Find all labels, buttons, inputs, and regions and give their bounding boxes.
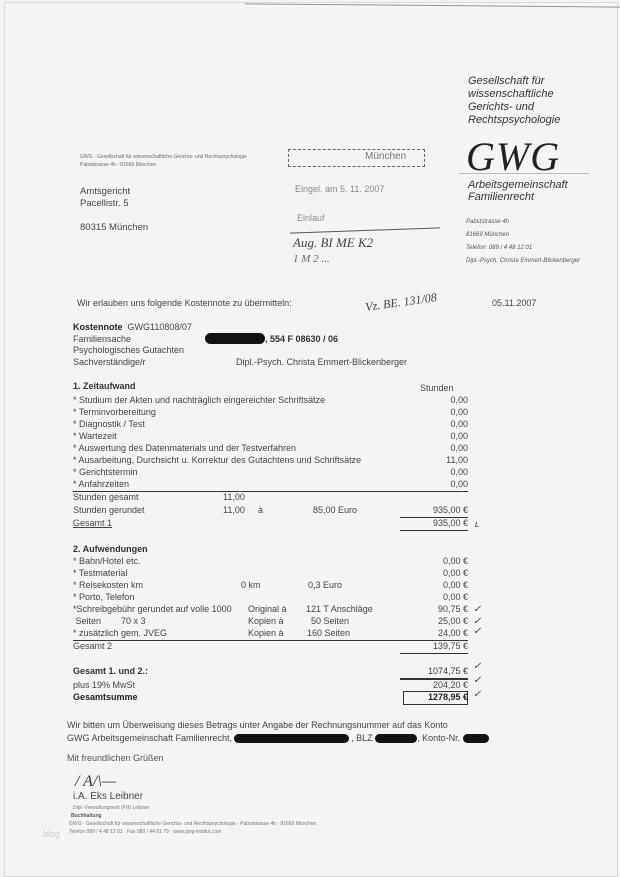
item-value: 0,00 [450, 419, 468, 429]
check-mark-icon: ʟ [475, 519, 480, 530]
table-row [73, 556, 468, 568]
org-line: Gesellschaft für [468, 75, 545, 87]
item-value: 0,00 [450, 407, 468, 417]
item-value: 0,00 [450, 431, 468, 441]
expert-name: Dipl.-Psych. Christa Emmert-Blickenberger [236, 357, 408, 367]
stamp-title: München [365, 151, 407, 162]
table-row [73, 568, 468, 580]
check-mark-icon: ✓ [473, 616, 482, 627]
item-label: * Auswertung des Datenmaterials und der Testverfahren [73, 443, 296, 453]
item-value: 0,00 [450, 467, 468, 477]
check-mark-icon: ✓ [473, 604, 482, 615]
greeting: Mit freundlichen Grüßen [67, 753, 164, 763]
signature: / A/\— [75, 773, 117, 790]
item-value: 0,00 € [442, 592, 468, 602]
item-rate: 50 Seiten [311, 616, 350, 626]
item-label: * Terminvorbereitung [73, 407, 156, 417]
document-page [4, 2, 618, 877]
footer-line: Telefon 089 / 4 48 12 01 · Fax 089 / 44 81 79 · www.gwg-institut.com [69, 829, 222, 835]
dept-line: Familienrecht [468, 191, 535, 203]
item-label: * Gerichtstermin [73, 467, 138, 477]
account-holder: GWG Arbeitsgemeinschaft Familienrecht, [67, 733, 233, 743]
table-row [73, 395, 468, 407]
contact-line: 81669 München [466, 232, 510, 238]
scan-artifact [245, 3, 620, 11]
item-rate: 160 Seiten [307, 628, 351, 638]
item-label: * Testmaterial [73, 568, 128, 578]
invoice-number: GWG110808/07 [127, 322, 192, 332]
item-qty: Kopien à [248, 616, 284, 626]
table-row [73, 467, 468, 479]
sender-text: GWG · Gesellschaft für wissenschaftliche Gerichts- und Rechtspsychologie [80, 154, 247, 160]
redaction [375, 734, 417, 743]
sum-value: 1074,75 € [427, 666, 468, 676]
item-rate: 0,3 Euro [308, 580, 343, 590]
sender-text: Pabststrasse 4h · 81669 München [80, 162, 157, 168]
item-value: 0,00 € [442, 580, 468, 590]
hours-header: Stunden [420, 383, 454, 393]
item-value: 0,00 € [442, 556, 468, 566]
item-qty: 0 km [241, 580, 261, 590]
section1-title: 1. Zeitaufwand [73, 381, 136, 391]
case-number: , 554 F 08630 / 06 [265, 334, 339, 344]
contact-block [466, 216, 580, 268]
case-label: Familiensache [73, 333, 132, 344]
dept-line: Arbeitsgemeinschaft [468, 179, 568, 191]
total-hours-value: 11,00 [223, 492, 245, 502]
recipient-city: 80315 München [80, 222, 149, 233]
blz-label: , BLZ [351, 733, 373, 743]
subtotal1-value: 935,00 € [432, 518, 468, 528]
gwg-logo: GWG [466, 134, 561, 179]
table-row [73, 455, 468, 467]
item-label: * Diagnostik / Test [73, 419, 145, 429]
contact-line: Telefon: 089 / 4 48 12 01 [466, 245, 533, 251]
dept-name [468, 179, 568, 203]
total-hours-row [73, 492, 468, 504]
redaction [205, 333, 265, 344]
table-row [73, 580, 468, 592]
item-value: 0,00 [450, 395, 468, 405]
item-value: 0,00 [450, 479, 468, 489]
rounded-hours: 11,00 [223, 505, 245, 515]
divider [400, 653, 468, 654]
stamp-date: Eingel. am 5. 11. 2007 [295, 184, 385, 194]
hourly-rate: 85,00 Euro [313, 505, 358, 515]
item-value: 24,00 € [437, 628, 468, 638]
table-row [73, 479, 468, 491]
rounded-label: Stunden gerundet [73, 505, 145, 515]
item-qty: Kopien à [248, 628, 284, 638]
item-label: Seiten 70 x 3 [73, 616, 146, 626]
recipient-address [80, 186, 130, 210]
signer-name: i.A. Eks Leibner [73, 791, 144, 802]
total-hours-label: Stunden gesamt [73, 492, 139, 502]
check-mark-icon: ✓ [473, 689, 482, 700]
item-label: * Bahn/Hotel etc. [73, 556, 141, 566]
expert-label: Sachverständige/r [73, 356, 146, 367]
rounded-hours-row [73, 505, 468, 517]
recipient-street: Pacellistr. 5 [80, 198, 129, 209]
org-line: Gerichts- und [468, 101, 535, 113]
item-label: * Reisekosten km [73, 580, 144, 590]
item-value: 0,00 [450, 443, 468, 453]
table-row [73, 592, 468, 604]
check-mark-icon: ✓ [473, 661, 482, 672]
invoice-label: Kostennote [73, 322, 123, 332]
subtotal2-label: Gesamt 2 [73, 641, 113, 651]
sender-line [80, 153, 247, 169]
table-row [73, 419, 468, 431]
subtotal2-value: 139,75 € [432, 641, 468, 651]
rounded-amount: 935,00 € [432, 505, 468, 515]
item-label: *Schreibgebühr gerundet auf volle 1000 [73, 604, 232, 614]
rate-separator: à [258, 505, 264, 515]
contact-line: Dipl.-Psych. Christa Emmert-Blickenberger [466, 258, 581, 264]
org-line: Rechtspsychologie [468, 114, 561, 126]
grand-total-label: Gesamtsumme [73, 692, 138, 702]
item-label: * Anfahrzeiten [73, 479, 130, 489]
item-value: 11,00 [446, 455, 468, 465]
item-rate: 121 T Anschläge [306, 604, 373, 614]
handwritten-reference: Vz. BE. 131/08 [364, 290, 438, 314]
table-row [73, 628, 468, 640]
konto-label: , Konto-Nr. [417, 733, 461, 743]
item-value: 25,00 € [437, 616, 468, 626]
org-line: wissenschaftliche [468, 88, 554, 100]
redaction [234, 734, 349, 743]
divider [459, 173, 589, 174]
item-value: 90,75 € [437, 604, 468, 614]
grand-total-value: 1278,95 € [427, 692, 468, 702]
item-label: * Studium der Akten und nachträglich eingereichter Schriftsätze [73, 395, 326, 405]
section2-title: 2. Aufwendungen [73, 544, 148, 554]
intro-text: Wir erlauben uns folgende Kostennote zu übermitteln: [77, 298, 292, 308]
table-row [73, 616, 468, 628]
subtotal1-row [73, 518, 468, 530]
payment-line: Wir bitten um Überweisung dieses Betrags unter Angabe der Rechnungsnummer auf das Konto [67, 720, 448, 730]
signer-dept: Buchhaltung [71, 813, 102, 819]
grand-total-row [73, 692, 468, 704]
handwritten-note: 1 M 2 ... [293, 253, 330, 265]
sum-label: Gesamt 1. und 2.: [73, 666, 149, 676]
check-mark-icon: ✓ [473, 675, 482, 686]
subtotal2-row [73, 641, 468, 653]
stamp-divider [290, 227, 440, 233]
watermark: blog [43, 829, 61, 839]
item-qty: Original à [248, 604, 287, 614]
org-name [468, 75, 560, 127]
item-label: * zusätzlich gem. JVEG [73, 628, 168, 638]
footer-line: GWG · Gesellschaft für wissenschaftliche Gerichts- und Rechtspsychologie · Pabststrasse 4h · 81669 München [69, 821, 317, 827]
recipient-name: Amtsgericht [80, 186, 131, 197]
table-row [73, 407, 468, 419]
vat-value: 204,20 € [432, 680, 468, 690]
stamp-sub: Einlauf [297, 213, 325, 223]
payment-instructions [67, 719, 489, 745]
divider [400, 530, 468, 531]
invoice-meta [73, 322, 192, 368]
table-row [73, 604, 468, 616]
redaction [463, 734, 489, 743]
invoice-date: 05.11.2007 [492, 298, 537, 308]
report-type: Psychologisches Gutachten [73, 345, 185, 355]
check-mark-icon: ✓ [473, 626, 482, 637]
table-row [73, 431, 468, 443]
item-label: * Ausarbeitung, Durchsicht u. Korrektur des Gutachtens und Schriftsätze [73, 455, 362, 465]
subtotal1-label: Gesamt 1 [73, 518, 113, 528]
sum-row [73, 666, 468, 678]
signer-title: Dipl.-Verwaltungswirt (FH) Leibner [73, 805, 150, 811]
item-value: 0,00 € [442, 568, 468, 578]
handwritten-note: Aug. BI ME K2 [293, 235, 374, 250]
table-row [73, 443, 468, 455]
item-label: * Porto, Telefon [73, 592, 135, 602]
item-label: * Wartezeit [73, 431, 117, 441]
vat-label: plus 19% MwSt [73, 680, 136, 690]
contact-line: Pabststrasse 4h [466, 219, 510, 225]
